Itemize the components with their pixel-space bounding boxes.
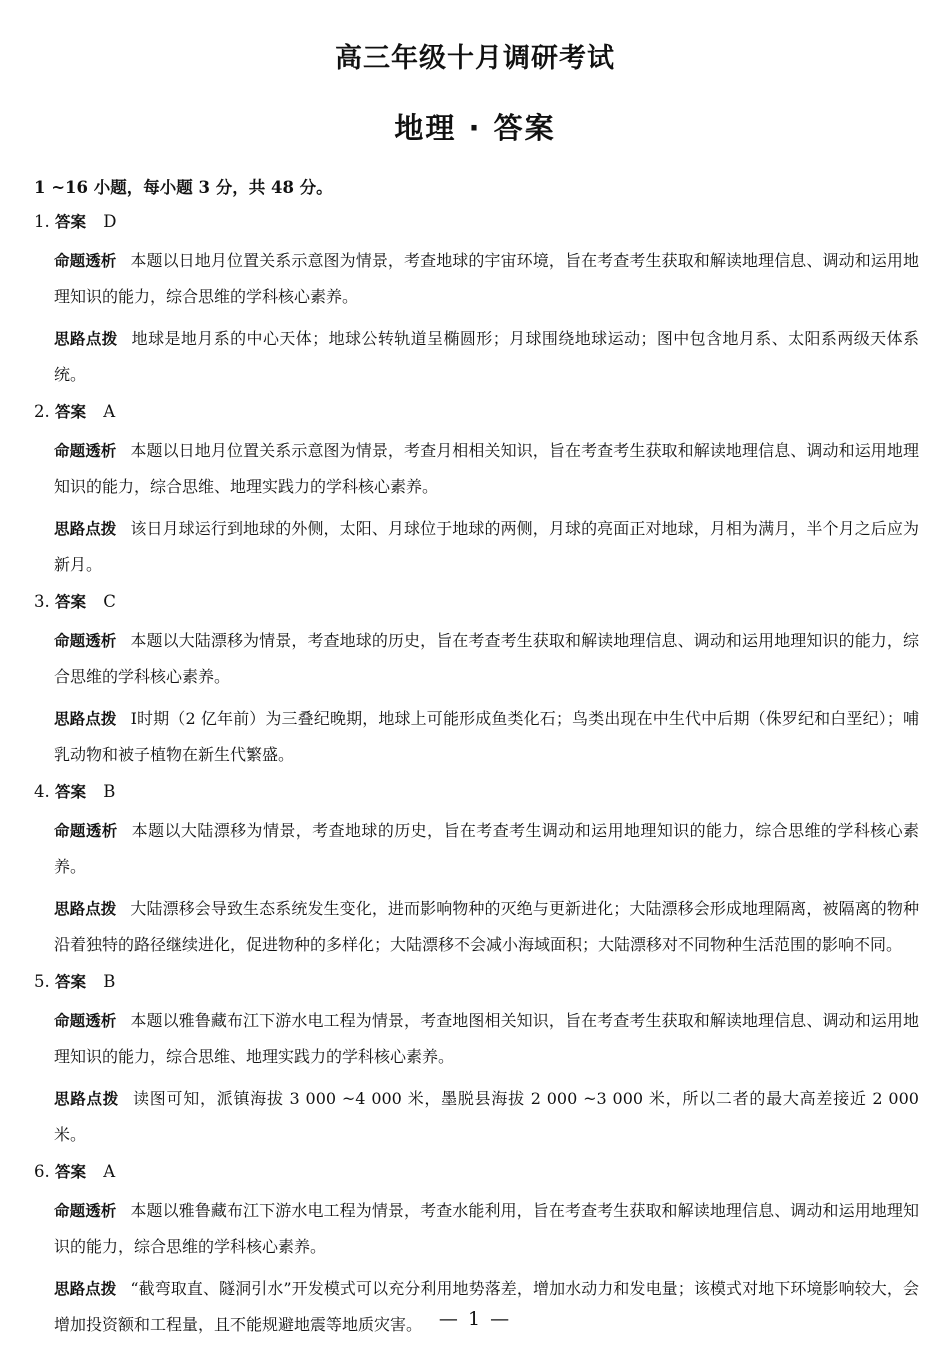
page-subtitle: 地理 · 答案 xyxy=(394,111,556,145)
question-number: 1. xyxy=(34,212,50,231)
hint-label: 思路点拨 xyxy=(54,520,117,538)
hint-text: 地球是地月系的中心天体；地球公转轨道呈椭圆形；月球围绕地球运动；图中包含地月系、太阳系两级天体系统。 xyxy=(54,329,919,384)
question-4 xyxy=(34,779,919,962)
question-header xyxy=(34,399,919,433)
question-header xyxy=(34,589,919,623)
answer-label: 答案 xyxy=(55,593,87,611)
answer-choice: C xyxy=(103,592,116,611)
answer-label: 答案 xyxy=(55,1163,87,1181)
question-header xyxy=(34,779,919,813)
intent-text: 本题以日地月位置关系示意图为情景，考查月相相关知识，旨在考查考生获取和解读地理信息、调动和运用地理知识的能力，综合思维、地理实践力的学科核心素养。 xyxy=(54,441,919,496)
hint-paragraph xyxy=(54,891,919,962)
hint-paragraph xyxy=(54,321,919,392)
page-title: 高三年级十月调研考试 xyxy=(335,43,615,74)
question-header xyxy=(34,209,919,243)
intent-text: 本题以大陆漂移为情景，考查地球的历史，旨在考查考生获取和解读地理信息、调动和运用地理知识的能力，综合思维的学科核心素养。 xyxy=(54,631,919,686)
hint-paragraph xyxy=(54,1081,919,1152)
intent-label: 命题透析 xyxy=(54,822,118,840)
hint-label: 思路点拨 xyxy=(54,1280,117,1298)
answer-choice: A xyxy=(103,1162,116,1181)
hint-paragraph xyxy=(54,511,919,582)
answer-label: 答案 xyxy=(55,973,87,991)
intent-label: 命题透析 xyxy=(54,252,117,270)
answer-label: 答案 xyxy=(55,213,87,231)
hint-label: 思路点拨 xyxy=(54,1090,119,1108)
answer-choice: B xyxy=(103,782,116,801)
intent-paragraph xyxy=(54,243,919,314)
question-5 xyxy=(34,969,919,1152)
page-number: — 1 — xyxy=(438,1308,512,1330)
intent-label: 命题透析 xyxy=(54,442,117,460)
hint-text: Ⅰ时期（2 亿年前）为三叠纪晚期，地球上可能形成鱼类化石；鸟类出现在中生代中后期（侏罗纪和白垩纪）；哺乳动物和被子植物在新生代繁盛。 xyxy=(54,709,919,764)
question-number: 4. xyxy=(34,782,50,801)
answer-label: 答案 xyxy=(55,783,87,801)
hint-text: 大陆漂移会导致生态系统发生变化，进而影响物种的灭绝与更新进化；大陆漂移会形成地理隔离，被隔离的物种沿着独特的路径继续进化，促进物种的多样化；大陆漂移不会减小海域面积；大陆漂移对不同物种生活范围的影响不同。 xyxy=(54,899,919,954)
intent-paragraph xyxy=(54,623,919,694)
hint-text: “截弯取直、隧洞引水”开发模式可以充分利用地势落差，增加水动力和发电量；该模式对地下环境影响较大，会增加投资额和工程量，且不能规避地震等地质灾害。 xyxy=(54,1279,919,1334)
hint-text: 该日月球运行到地球的外侧，太阳、月球位于地球的两侧，月球的亮面正对地球，月相为满月，半个月之后应为新月。 xyxy=(54,519,919,574)
hint-label: 思路点拨 xyxy=(54,330,118,348)
hint-label: 思路点拨 xyxy=(54,710,117,728)
answer-choice: B xyxy=(103,972,116,991)
intent-text: 本题以日地月位置关系示意图为情景，考查地球的宇宙环境，旨在考查考生获取和解读地理信息、调动和运用地理知识的能力，综合思维的学科核心素养。 xyxy=(54,251,919,306)
intent-text: 本题以雅鲁藏布江下游水电工程为情景，考查水能利用，旨在考查考生获取和解读地理信息、调动和运用地理知识的能力，综合思维的学科核心素养。 xyxy=(54,1201,919,1256)
question-number: 3. xyxy=(34,592,50,611)
intent-label: 命题透析 xyxy=(54,1012,117,1030)
intent-paragraph xyxy=(54,1193,919,1264)
intent-paragraph xyxy=(54,433,919,504)
intent-text: 本题以大陆漂移为情景，考查地球的历史，旨在考查考生调动和运用地理知识的能力，综合思维的学科核心素养。 xyxy=(54,821,919,876)
question-header xyxy=(34,1159,919,1193)
intent-paragraph xyxy=(54,1003,919,1074)
question-1 xyxy=(34,209,919,392)
hint-label: 思路点拨 xyxy=(54,900,117,918)
intent-text: 本题以雅鲁藏布江下游水电工程为情景，考查地图相关知识，旨在考查考生获取和解读地理信息、调动和运用地理知识的能力，综合思维、地理实践力的学科核心素养。 xyxy=(54,1011,919,1066)
answer-choice: D xyxy=(103,212,117,231)
hint-paragraph xyxy=(54,701,919,772)
hint-paragraph xyxy=(54,1271,919,1342)
question-header xyxy=(34,969,919,1003)
hint-text: 读图可知，派镇海拔 3 000 ~4 000 米，墨脱县海拔 2 000 ~3 000 米，所以二者的最大高差接近 2 000 米。 xyxy=(54,1089,919,1144)
answer-content xyxy=(34,175,919,1349)
intent-label: 命题透析 xyxy=(54,1202,117,1220)
intent-label: 命题透析 xyxy=(54,632,117,650)
question-number: 2. xyxy=(34,402,50,421)
section-intro: 1 ~16 小题，每小题 3 分，共 48 分。 xyxy=(34,178,333,197)
answer-choice: A xyxy=(103,402,116,421)
question-number: 5. xyxy=(34,972,50,991)
answer-label: 答案 xyxy=(55,403,87,421)
question-3 xyxy=(34,589,919,772)
intent-paragraph xyxy=(54,813,919,884)
question-2 xyxy=(34,399,919,582)
question-number: 6. xyxy=(34,1162,50,1181)
